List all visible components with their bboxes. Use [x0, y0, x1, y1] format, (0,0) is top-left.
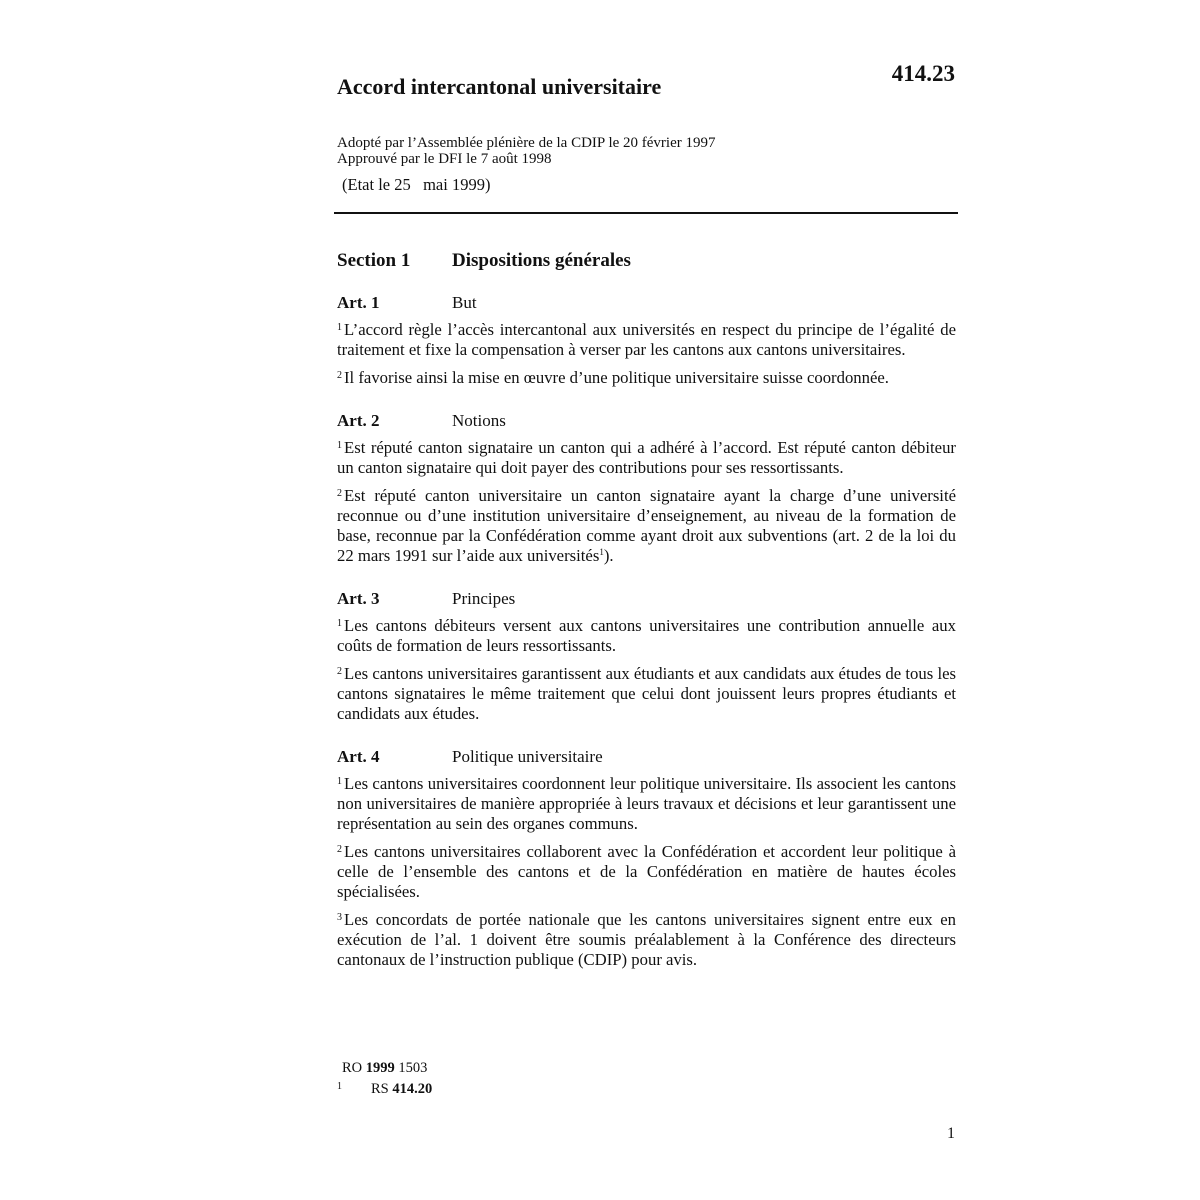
header-divider	[334, 212, 958, 214]
article-title: Principes	[452, 589, 516, 608]
paragraph-text: Est réputé canton signataire un canton qui a adhéré à l’accord. Est réputé canton débiteur un canton signataire qui doit payer des contributions pour ses ressortissants.	[337, 438, 956, 477]
article-2	[337, 410, 956, 566]
paragraph-marker: 1	[337, 618, 342, 629]
document-title: Accord intercantonal universitaire	[337, 74, 662, 99]
adoption-info	[337, 135, 716, 167]
article-title: Politique universitaire	[452, 747, 603, 766]
paragraph-text: Les cantons universitaires coordonnent leur politique universitaire. Ils associent les cantons non universitaires de manière appropriée à leurs travaux et décisions et leur garantissent une représentation au sein des organes communs.	[337, 774, 956, 833]
sr-number: 414.23	[891, 61, 955, 86]
footnote-marker: 1	[337, 1081, 342, 1092]
paragraph-text: Les concordats de portée nationale que les cantons universitaires signent entre eux en exécution de l’al. 1 doivent être soumis préalablement à la Conférence des directeurs cantonaux de l’instruction publique (CDIP) pour avis.	[337, 910, 956, 969]
paragraph-text-after: ).	[603, 546, 614, 565]
paragraph-marker: 3	[337, 912, 342, 923]
article-title: Notions	[452, 411, 506, 430]
paragraph-marker: 2	[337, 844, 342, 855]
paragraph	[337, 842, 956, 902]
official-compilation-ref	[342, 1060, 427, 1077]
paragraph	[337, 320, 956, 360]
approved-line: Approuvé par le DFI le 7 août 1998	[337, 151, 552, 167]
paragraph	[337, 664, 956, 724]
paragraph	[337, 368, 956, 388]
footnote-prefix: RS	[371, 1081, 389, 1097]
paragraph-text: Il favorise ainsi la mise en œuvre d’une politique universitaire suisse coordonnée.	[344, 368, 889, 387]
article-title: But	[452, 293, 477, 312]
section-heading	[337, 248, 956, 274]
paragraph-text: L’accord règle l’accès intercantonal aux universités en respect du principe de l’égalité de traitement et fixe la compensation à verser par les cantons aux cantons universitaires.	[337, 320, 956, 359]
section-number: Section 1	[337, 250, 411, 271]
paragraph-marker: 2	[337, 666, 342, 677]
footnote-number[interactable]: 414.20	[392, 1081, 433, 1097]
paragraph-text: Les cantons universitaires collaborent avec la Confédération et accordent leur politique à celle de l’ensemble des cantons et de la Confédération en matière de hautes écoles spécialisées.	[337, 842, 956, 901]
ro-page: 1503	[398, 1060, 428, 1076]
ro-year: 1999	[365, 1060, 395, 1076]
main-content	[337, 248, 956, 992]
article-3	[337, 588, 956, 724]
article-heading	[337, 410, 956, 432]
article-4	[337, 746, 956, 970]
paragraph	[337, 486, 956, 566]
article-1	[337, 292, 956, 388]
footnote	[337, 1081, 433, 1098]
paragraph	[337, 616, 956, 656]
paragraph-text: Les cantons universitaires garantissent aux étudiants et aux candidats aux études de tous les cantons signataires le même traitement que celui dont jouissent leurs propres étudiants et candidats aux études.	[337, 664, 956, 723]
article-number: Art. 4	[337, 747, 380, 766]
paragraph-marker: 1	[337, 776, 342, 787]
paragraph-marker: 1	[337, 322, 342, 333]
article-heading	[337, 746, 956, 768]
ro-prefix: RO	[342, 1060, 363, 1076]
section-title: Dispositions générales	[452, 250, 631, 271]
paragraph	[337, 910, 956, 970]
adopted-line: Adopté par l’Assemblée plénière de la CDIP le 20 février 1997	[337, 135, 716, 151]
paragraph-marker: 2	[337, 488, 342, 499]
paragraph-marker: 1	[337, 440, 342, 451]
article-number: Art. 2	[337, 411, 380, 430]
paragraph	[337, 774, 956, 834]
footnote-reference[interactable]: 1	[599, 547, 604, 557]
paragraph	[337, 438, 956, 478]
article-number: Art. 1	[337, 293, 380, 312]
page-number: 1	[947, 1125, 955, 1142]
article-heading	[337, 292, 956, 314]
paragraph-text: Est réputé canton universitaire un canton signataire ayant la charge d’une université reconnue ou d’une institution universitaire d’enseignement, au niveau de la formation de base, reconnue par la Confédération comme ayant droit aux subventions (art. 2 de la loi du 22 mars 1991 sur l’aide aux universités	[337, 486, 956, 565]
paragraph-text: Les cantons débiteurs versent aux cantons universitaires une contribution annuelle aux coûts de formation de leurs ressortissants.	[337, 616, 956, 655]
article-heading	[337, 588, 956, 610]
footnote-text	[371, 1081, 432, 1098]
state-date: (Etat le 25 mai 1999)	[342, 175, 491, 194]
paragraph-marker: 2	[337, 370, 342, 381]
article-number: Art. 3	[337, 589, 380, 608]
